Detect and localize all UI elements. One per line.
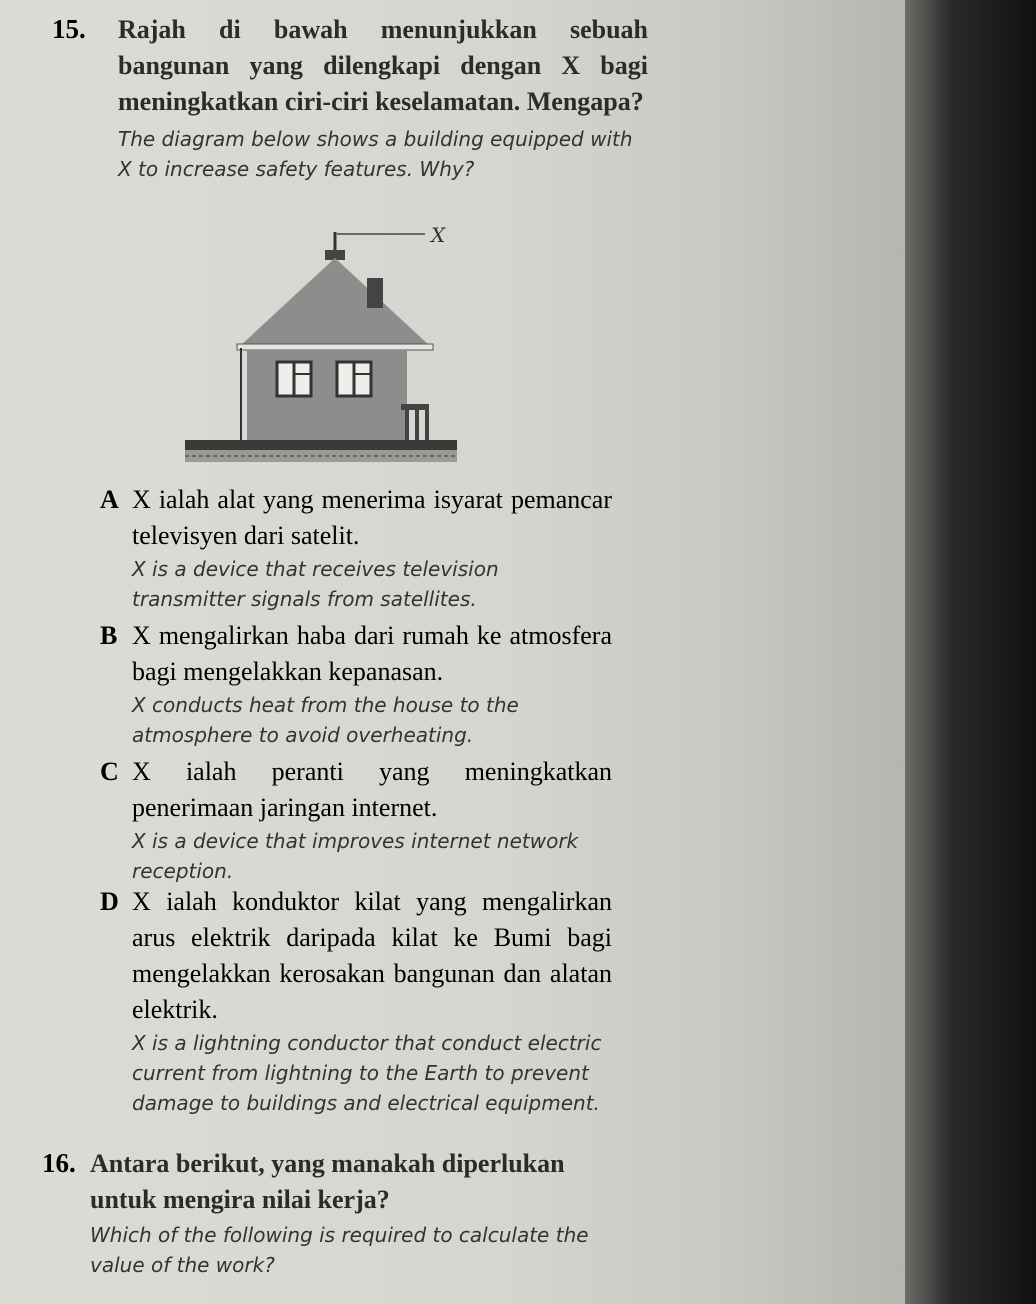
option-text-english: X conducts heat from the house to the atmosphere to avoid overheating. xyxy=(132,693,519,747)
ground-line xyxy=(185,440,457,450)
option-text-malay: X ialah peranti yang meningkatkan penerimaan jaringan internet. xyxy=(132,757,612,822)
question-text-english: The diagram below shows a building equipped with X to increase safety features. Why? xyxy=(118,127,633,181)
page-edge-shadow xyxy=(905,0,1036,1304)
roof-eave xyxy=(237,344,433,350)
window-left xyxy=(277,362,311,396)
option-letter: D xyxy=(100,887,119,916)
question-stem xyxy=(118,12,648,184)
option-text-english: X is a device that receives television transmitter signals from satellites. xyxy=(132,557,499,611)
question-number: 15. xyxy=(52,14,86,44)
option-letter: B xyxy=(100,621,118,650)
window-right xyxy=(337,362,371,396)
option-text xyxy=(132,884,612,1118)
option-text-english: X is a lightning conductor that conduct electric current from lightning to the Earth to prevent damage to buildings and electrical equipment. xyxy=(132,1031,602,1115)
option-text-malay: X mengalirkan haba dari rumah ke atmosfera bagi mengelakkan kepanasan. xyxy=(132,621,612,686)
question-stem xyxy=(90,1146,610,1280)
option-text xyxy=(132,482,612,614)
house-illustration xyxy=(185,222,475,472)
question-text-malay: Antara berikut, yang manakah diperlukan untuk mengira nilai kerja? xyxy=(90,1149,565,1214)
chimney xyxy=(367,278,383,308)
question-text-english: Which of the following is required to calculate the value of the work? xyxy=(90,1223,589,1277)
house-wall xyxy=(247,350,407,442)
option-text xyxy=(132,618,612,750)
option-letter: C xyxy=(100,757,119,786)
x-label: X xyxy=(431,223,446,247)
roof xyxy=(240,258,430,346)
front-steps xyxy=(401,404,429,440)
option-text-malay: X ialah alat yang menerima isyarat pemancar televisyen dari satelit. xyxy=(132,485,612,550)
house-diagram xyxy=(185,222,475,472)
option-letter: A xyxy=(100,485,119,514)
question-number: 16. xyxy=(42,1148,76,1178)
question-text-malay: Rajah di bawah menunjukkan sebuah bangunan yang dilengkapi dengan X bagi meningkatkan ciri-ciri keselamatan. Mengapa? xyxy=(118,15,648,116)
option-text-english: X is a device that improves internet network reception. xyxy=(132,829,579,883)
option-text xyxy=(132,754,612,886)
option-text-malay: X ialah konduktor kilat yang mengalirkan arus elektrik daripada kilat ke Bumi bagi mengelakkan kerosakan bangunan dan alatan elektrik. xyxy=(132,887,612,1024)
